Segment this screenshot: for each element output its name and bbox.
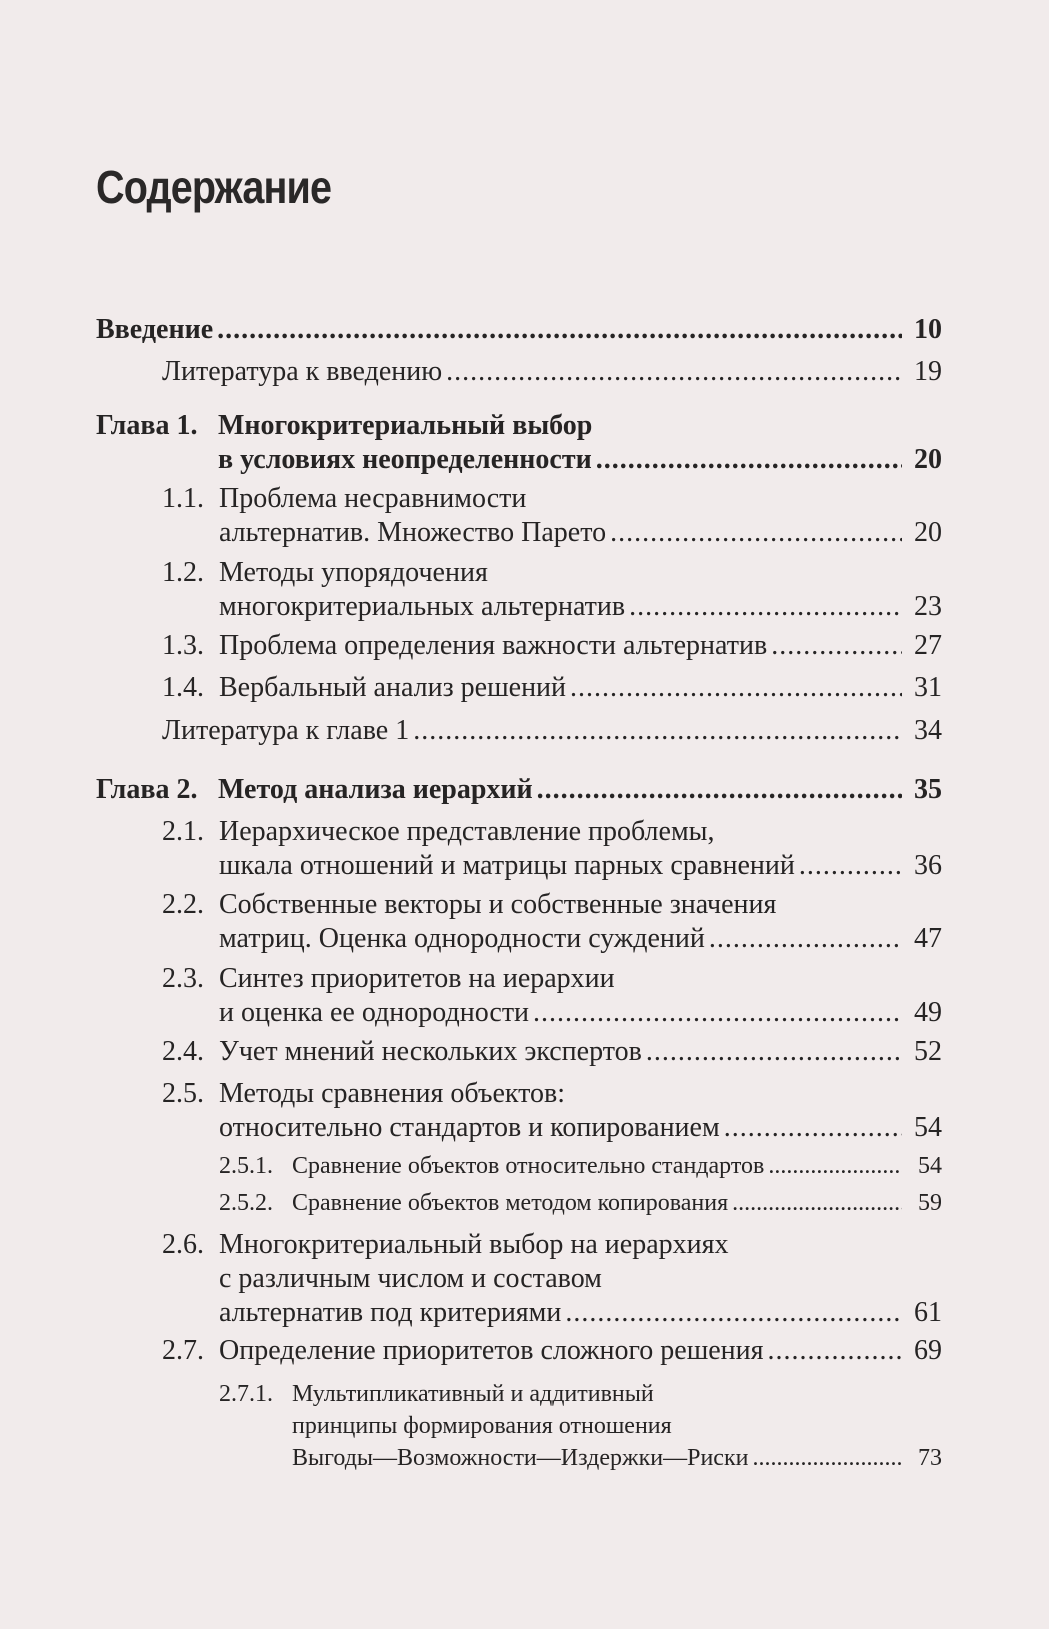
section-number: 2.5.1. <box>219 1153 273 1179</box>
entry-page: 36 <box>914 850 942 881</box>
toc-entry-2-7 <box>162 1334 942 1368</box>
entry-page: 20 <box>914 517 942 548</box>
toc-entry-2-1 <box>162 815 942 883</box>
chapter-label: Глава 1. <box>96 410 198 441</box>
entry-title-line-2: многокритериальных альтернатив <box>219 591 626 622</box>
section-number: 2.7.1. <box>219 1381 273 1407</box>
toc-entry-chapter-1 <box>96 409 942 477</box>
section-number: 1.2. <box>162 557 204 588</box>
entry-page: 34 <box>914 715 942 746</box>
entry-title-line-1: Многокритериальный выбор <box>218 410 593 441</box>
entry-page: 54 <box>914 1112 942 1143</box>
entry-page: 49 <box>914 997 942 1028</box>
entry-page: 47 <box>914 923 942 954</box>
entry-page: 23 <box>914 591 942 622</box>
entry-title: Вербальный анализ решений <box>219 672 567 703</box>
entry-page: 52 <box>914 1036 942 1067</box>
section-number: 2.7. <box>162 1335 204 1366</box>
entry-title: Учет мнений нескольких экспертов <box>219 1036 642 1067</box>
toc-entry-intro-literature <box>162 355 942 389</box>
entry-page: 61 <box>914 1297 942 1328</box>
entry-title-line-1: Мультипликативный и аддитивный <box>292 1381 654 1407</box>
entry-title-line-2: с различным числом и составом <box>219 1263 602 1294</box>
entry-title: Введение <box>96 314 214 345</box>
entry-title-line-2: шкала отношений и матрицы парных сравнений <box>219 850 795 881</box>
toc-entry-2-3 <box>162 962 942 1030</box>
entry-page: 69 <box>914 1335 942 1366</box>
chapter-label: Глава 2. <box>96 774 198 805</box>
section-number: 1.3. <box>162 630 204 661</box>
toc-entry-2-5-2 <box>219 1187 942 1219</box>
toc-entry-2-6 <box>162 1228 942 1330</box>
entry-title-line-1: Методы сравнения объектов: <box>219 1078 565 1109</box>
section-number: 2.5. <box>162 1078 204 1109</box>
page-title: Содержание <box>96 161 332 213</box>
entry-title-line-1: Собственные векторы и собственные значения <box>219 889 777 920</box>
entry-title-line-1: Синтез приоритетов на иерархии <box>219 963 615 994</box>
section-number: 2.6. <box>162 1229 204 1260</box>
section-number: 2.4. <box>162 1036 204 1067</box>
section-number: 1.4. <box>162 672 204 703</box>
toc-entry-chapter-1-literature <box>162 714 942 748</box>
entry-title-line-2: матриц. Оценка однородности суждений <box>219 923 705 954</box>
entry-page: 19 <box>914 356 942 387</box>
entry-title: Проблема определения важности альтернатив <box>219 630 768 661</box>
toc-entry-2-7-1 <box>219 1378 942 1474</box>
section-number: 2.1. <box>162 816 204 847</box>
toc-entry-1-2 <box>162 556 942 624</box>
entry-title-line-2: относительно стандартов и копированием <box>219 1112 720 1143</box>
entry-title: Метод анализа иерархий <box>218 774 533 805</box>
entry-page: 20 <box>914 444 942 475</box>
entry-page: 35 <box>914 774 942 805</box>
entry-title: Определение приоритетов сложного решения <box>219 1335 764 1366</box>
section-number: 2.3. <box>162 963 204 994</box>
entry-title-line-2: в условиях неопределенности <box>218 444 592 475</box>
entry-title-line-2: и оценка ее однородности <box>219 997 530 1028</box>
entry-title: Сравнение объектов относительно стандартов <box>292 1153 765 1179</box>
entry-title-line-3: альтернатив под критериями <box>219 1297 562 1328</box>
entry-title: Литература к главе 1 <box>162 715 410 746</box>
toc-entry-2-4 <box>162 1035 942 1069</box>
entry-page: 31 <box>914 672 942 703</box>
entry-page: 10 <box>914 314 942 345</box>
entry-title-line-3: Выгоды—Возможности—Издержки—Риски <box>292 1445 749 1471</box>
entry-page: 59 <box>918 1190 942 1216</box>
entry-page: 73 <box>918 1445 942 1471</box>
entry-title-line-2: альтернатив. Множество Парето <box>219 517 607 548</box>
toc-entry-intro <box>96 313 942 347</box>
entry-title-line-2: принципы формирования отношения <box>292 1413 672 1439</box>
toc-entry-2-5-1 <box>219 1150 942 1182</box>
toc-entry-2-5 <box>162 1077 942 1145</box>
toc-entry-chapter-2 <box>96 773 942 807</box>
toc-entry-1-3 <box>162 629 942 663</box>
entry-title-line-1: Проблема несравнимости <box>219 483 527 514</box>
section-number: 1.1. <box>162 483 204 514</box>
section-number: 2.2. <box>162 889 204 920</box>
entry-title-line-1: Многокритериальный выбор на иерархиях <box>219 1229 729 1260</box>
entry-page: 54 <box>918 1153 942 1179</box>
toc-entry-1-1 <box>162 482 942 550</box>
entry-title: Сравнение объектов методом копирования <box>292 1190 729 1216</box>
entry-page: 27 <box>914 630 942 661</box>
entry-title: Литература к введению <box>162 356 443 387</box>
toc-entry-2-2 <box>162 888 942 956</box>
toc-entry-1-4 <box>162 671 942 705</box>
section-number: 2.5.2. <box>219 1190 273 1216</box>
entry-title-line-1: Иерархическое представление проблемы, <box>219 816 715 847</box>
entry-title-line-1: Методы упорядочения <box>219 557 488 588</box>
